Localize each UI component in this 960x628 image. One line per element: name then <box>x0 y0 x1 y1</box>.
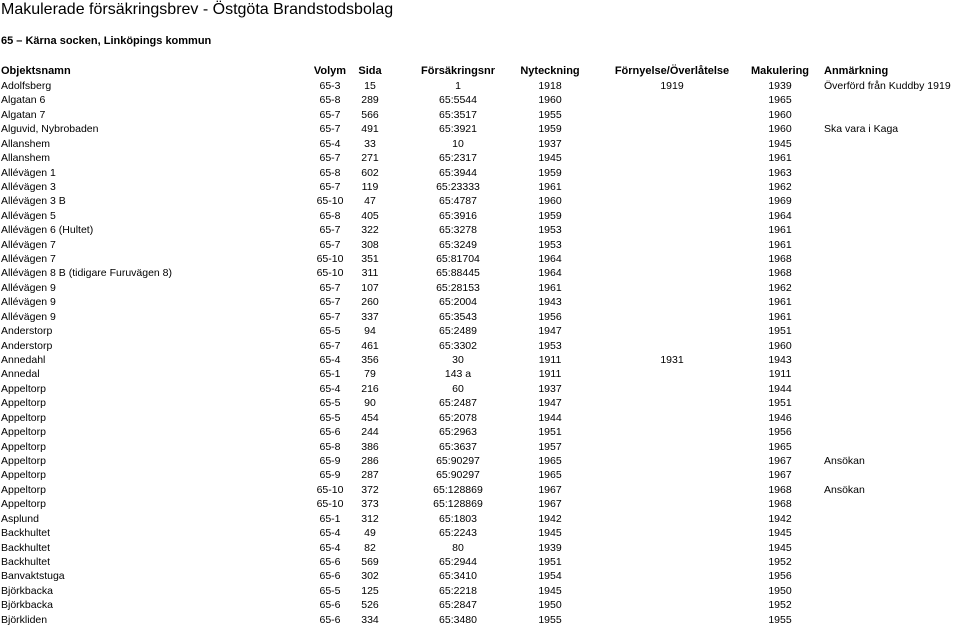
cell-objektsnamn: Appeltorp <box>1 454 46 467</box>
cell-nyteckning: 1955 <box>538 108 562 121</box>
cell-forsakringsnr: 65:23333 <box>436 180 480 193</box>
cell-volym: 65-8 <box>319 440 341 453</box>
cell-sida: 308 <box>361 238 379 251</box>
table-row <box>0 223 960 237</box>
table-row <box>0 180 960 194</box>
cell-sida: 90 <box>364 397 376 410</box>
cell-sida: 405 <box>361 209 379 222</box>
cell-forsakringsnr: 65:3543 <box>439 310 477 323</box>
cell-forsakringsnr: 65:2847 <box>439 599 477 612</box>
cell-makulering: 1961 <box>768 238 792 251</box>
cell-volym: 65-6 <box>319 570 341 583</box>
cell-makulering: 1952 <box>768 599 792 612</box>
cell-volym: 65-4 <box>319 137 341 150</box>
cell-sida: 337 <box>361 310 379 323</box>
table-row <box>0 598 960 612</box>
cell-volym: 65-7 <box>319 224 341 237</box>
cell-sida: 119 <box>361 180 379 193</box>
cell-forsakringsnr: 10 <box>452 137 464 150</box>
cell-volym: 65-7 <box>319 123 341 136</box>
cell-sida: 312 <box>361 512 379 525</box>
table-row <box>0 483 960 497</box>
cell-nyteckning: 1960 <box>538 195 562 208</box>
table-row <box>0 238 960 252</box>
cell-makulering: 1956 <box>768 570 792 583</box>
cell-makulering: 1943 <box>768 354 792 367</box>
table-row <box>0 512 960 526</box>
cell-makulering: 1968 <box>768 267 792 280</box>
cell-nyteckning: 1965 <box>538 469 562 482</box>
cell-makulering: 1963 <box>768 166 792 179</box>
table-body <box>0 79 960 627</box>
cell-fornyelse: 1931 <box>660 354 684 367</box>
cell-forsakringsnr: 65:90297 <box>436 469 480 482</box>
table-row <box>0 468 960 482</box>
cell-nyteckning: 1961 <box>538 180 562 193</box>
cell-sida: 526 <box>361 599 379 612</box>
table-row <box>0 425 960 439</box>
cell-nyteckning: 1947 <box>538 325 562 338</box>
cell-sida: 79 <box>364 368 376 381</box>
cell-objektsnamn: Algatan 6 <box>1 94 46 107</box>
table-row <box>0 497 960 511</box>
cell-volym: 65-9 <box>319 469 341 482</box>
cell-nyteckning: 1964 <box>538 253 562 266</box>
cell-volym: 65-7 <box>319 339 341 352</box>
cell-nyteckning: 1947 <box>538 397 562 410</box>
cell-makulering: 1960 <box>768 123 792 136</box>
cell-anmarkning: Ansökan <box>824 483 865 496</box>
cell-nyteckning: 1951 <box>538 555 562 568</box>
cell-sida: 47 <box>364 195 376 208</box>
cell-nyteckning: 1944 <box>538 411 562 424</box>
cell-anmarkning: Ska vara i Kaga <box>824 123 899 136</box>
cell-objektsnamn: Appeltorp <box>1 426 46 439</box>
cell-makulering: 1962 <box>768 281 792 294</box>
cell-makulering: 1964 <box>768 209 792 222</box>
cell-nyteckning: 1964 <box>538 267 562 280</box>
cell-volym: 65-4 <box>319 354 341 367</box>
cell-nyteckning: 1959 <box>538 123 562 136</box>
cell-anmarkning: Överförd från Kuddby 1919 <box>824 80 951 92</box>
cell-nyteckning: 1959 <box>538 166 562 179</box>
cell-nyteckning: 1911 <box>538 354 562 367</box>
cell-objektsnamn: Appeltorp <box>1 440 46 453</box>
cell-objektsnamn: Björkbacka <box>1 584 53 597</box>
table-row <box>0 295 960 309</box>
cell-sida: 49 <box>364 527 376 540</box>
cell-sida: 356 <box>361 354 379 367</box>
table-row <box>0 166 960 180</box>
cell-volym: 65-1 <box>319 368 341 381</box>
cell-nyteckning: 1937 <box>538 137 562 150</box>
cell-forsakringsnr: 65:3637 <box>439 440 477 453</box>
cell-volym: 65-7 <box>319 238 341 251</box>
table-row <box>0 281 960 295</box>
cell-forsakringsnr: 65:128869 <box>433 498 483 511</box>
table-row <box>0 108 960 122</box>
cell-objektsnamn: Appeltorp <box>1 498 46 511</box>
cell-volym: 65-6 <box>319 555 341 568</box>
cell-sida: 566 <box>361 108 379 121</box>
table-row <box>0 613 960 627</box>
cell-forsakringsnr: 143 a <box>444 368 472 381</box>
cell-objektsnamn: Banvaktstuga <box>1 570 65 583</box>
header-nyteckning: Nyteckning <box>520 65 580 77</box>
cell-makulering: 1962 <box>768 180 792 193</box>
cell-volym: 65-4 <box>319 527 341 540</box>
cell-forsakringsnr: 65:5544 <box>439 94 477 107</box>
cell-volym: 65-8 <box>319 209 341 222</box>
cell-nyteckning: 1951 <box>538 426 562 439</box>
table-row <box>0 555 960 569</box>
table-row <box>0 194 960 208</box>
cell-nyteckning: 1953 <box>538 238 562 251</box>
cell-volym: 65-5 <box>319 584 341 597</box>
cell-forsakringsnr: 65:3410 <box>439 570 477 583</box>
cell-nyteckning: 1967 <box>538 483 562 496</box>
cell-sida: 351 <box>361 253 379 266</box>
cell-makulering: 1961 <box>768 224 792 237</box>
cell-volym: 65-5 <box>319 411 341 424</box>
cell-sida: 602 <box>361 166 379 179</box>
cell-forsakringsnr: 65:3302 <box>439 339 477 352</box>
cell-objektsnamn: Allévägen 5 <box>1 209 56 222</box>
cell-objektsnamn: Appeltorp <box>1 469 46 482</box>
table-row <box>0 454 960 468</box>
cell-makulering: 1961 <box>768 152 792 165</box>
cell-sida: 287 <box>361 469 379 482</box>
cell-volym: 65-8 <box>319 166 341 179</box>
cell-volym: 65-7 <box>319 281 341 294</box>
cell-objektsnamn: Allévägen 1 <box>1 166 56 179</box>
cell-nyteckning: 1955 <box>538 613 562 626</box>
cell-forsakringsnr: 65:4787 <box>439 195 477 208</box>
cell-objektsnamn: Backhultet <box>1 555 51 568</box>
cell-sida: 15 <box>364 80 376 92</box>
cell-objektsnamn: Appeltorp <box>1 382 46 395</box>
cell-forsakringsnr: 65:2317 <box>439 152 477 165</box>
cell-volym: 65-6 <box>319 426 341 439</box>
cell-makulering: 1961 <box>768 310 792 323</box>
cell-sida: 289 <box>361 94 379 107</box>
header-sida: Sida <box>358 65 382 77</box>
header-fornyelse: Förnyelse/Överlåtelse <box>614 65 730 77</box>
cell-makulering: 1951 <box>768 397 792 410</box>
cell-forsakringsnr: 80 <box>452 541 464 554</box>
cell-volym: 65-10 <box>316 253 344 266</box>
cell-nyteckning: 1945 <box>538 152 562 165</box>
cell-forsakringsnr: 65:3921 <box>439 123 477 136</box>
table-row <box>0 93 960 107</box>
cell-forsakringsnr: 65:2487 <box>439 397 477 410</box>
cell-forsakringsnr: 65:3944 <box>439 166 477 179</box>
cell-volym: 65-4 <box>319 541 341 554</box>
cell-forsakringsnr: 65:88445 <box>436 267 480 280</box>
cell-makulering: 1969 <box>768 195 792 208</box>
cell-makulering: 1951 <box>768 325 792 338</box>
cell-nyteckning: 1945 <box>538 527 562 540</box>
cell-objektsnamn: Allévägen 3 B <box>1 195 66 208</box>
header-makulering: Makulering <box>750 65 810 77</box>
cell-volym: 65-7 <box>319 296 341 309</box>
cell-makulering: 1967 <box>768 469 792 482</box>
cell-objektsnamn: Allévägen 9 <box>1 281 56 294</box>
cell-sida: 311 <box>361 267 379 280</box>
cell-nyteckning: 1953 <box>538 339 562 352</box>
cell-nyteckning: 1967 <box>538 498 562 511</box>
cell-forsakringsnr: 65:2944 <box>439 555 477 568</box>
cell-sida: 33 <box>364 137 376 150</box>
cell-objektsnamn: Appeltorp <box>1 397 46 410</box>
cell-objektsnamn: Alguvid, Nybrobaden <box>1 123 99 136</box>
cell-makulering: 1945 <box>768 527 792 540</box>
cell-sida: 107 <box>361 281 379 294</box>
cell-nyteckning: 1918 <box>538 80 562 92</box>
cell-makulering: 1911 <box>768 368 792 381</box>
cell-nyteckning: 1945 <box>538 584 562 597</box>
cell-volym: 65-7 <box>319 310 341 323</box>
cell-forsakringsnr: 65:2243 <box>439 527 477 540</box>
cell-volym: 65-6 <box>319 613 341 626</box>
table-row <box>0 440 960 454</box>
cell-sida: 373 <box>361 498 379 511</box>
cell-nyteckning: 1943 <box>538 296 562 309</box>
cell-makulering: 1950 <box>768 584 792 597</box>
cell-nyteckning: 1939 <box>538 541 562 554</box>
cell-nyteckning: 1956 <box>538 310 562 323</box>
cell-sida: 302 <box>361 570 379 583</box>
cell-objektsnamn: Björkbacka <box>1 599 53 612</box>
cell-forsakringsnr: 65:2078 <box>439 411 477 424</box>
cell-sida: 322 <box>361 224 379 237</box>
cell-makulering: 1960 <box>768 108 792 121</box>
cell-forsakringsnr: 65:2489 <box>439 325 477 338</box>
table-row <box>0 382 960 396</box>
cell-makulering: 1968 <box>768 498 792 511</box>
cell-sida: 461 <box>361 339 379 352</box>
cell-makulering: 1944 <box>768 382 792 395</box>
cell-objektsnamn: Allévägen 9 <box>1 310 56 323</box>
cell-objektsnamn: Algatan 7 <box>1 108 46 121</box>
cell-volym: 65-5 <box>319 325 341 338</box>
table-row <box>0 324 960 338</box>
cell-volym: 65-9 <box>319 454 341 467</box>
cell-makulering: 1968 <box>768 253 792 266</box>
document-subtitle: 65 – Kärna socken, Linköpings kommun <box>1 35 212 47</box>
cell-objektsnamn: Allévägen 6 (Hultet) <box>1 224 94 237</box>
cell-forsakringsnr: 65:3480 <box>439 613 477 626</box>
cell-makulering: 1968 <box>768 483 792 496</box>
cell-sida: 216 <box>361 382 379 395</box>
cell-objektsnamn: Allévägen 8 B (tidigare Furuvägen 8) <box>1 267 173 280</box>
cell-nyteckning: 1954 <box>538 570 562 583</box>
cell-makulering: 1965 <box>768 94 792 107</box>
cell-fornyelse: 1919 <box>660 80 684 92</box>
cell-anmarkning: Ansökan <box>824 454 865 467</box>
cell-objektsnamn: Adolfsberg <box>1 80 52 92</box>
cell-makulering: 1967 <box>768 454 792 467</box>
table-row <box>0 411 960 425</box>
cell-objektsnamn: Allévägen 7 <box>1 238 56 251</box>
cell-sida: 372 <box>361 483 379 496</box>
cell-forsakringsnr: 65:3916 <box>439 209 477 222</box>
document-title: Makulerade försäkringsbrev - Östgöta Brandstodsbolag <box>1 1 394 18</box>
cell-makulering: 1939 <box>768 80 792 92</box>
cell-objektsnamn: Backhultet <box>1 541 51 554</box>
cell-makulering: 1956 <box>768 426 792 439</box>
table-row <box>0 137 960 151</box>
cell-forsakringsnr: 65:128869 <box>433 483 483 496</box>
cell-nyteckning: 1953 <box>538 224 562 237</box>
cell-forsakringsnr: 60 <box>452 382 464 395</box>
table-row <box>0 353 960 367</box>
cell-objektsnamn: Allanshem <box>1 152 51 165</box>
cell-makulering: 1960 <box>768 339 792 352</box>
cell-volym: 65-3 <box>319 80 341 92</box>
cell-volym: 65-4 <box>319 382 341 395</box>
cell-sida: 244 <box>361 426 379 439</box>
cell-makulering: 1945 <box>768 137 792 150</box>
cell-objektsnamn: Appeltorp <box>1 483 46 496</box>
cell-forsakringsnr: 65:1803 <box>439 512 477 525</box>
cell-makulering: 1952 <box>768 555 792 568</box>
cell-makulering: 1945 <box>768 541 792 554</box>
table-row <box>0 367 960 381</box>
table-header <box>0 64 960 78</box>
cell-forsakringsnr: 65:28153 <box>436 281 480 294</box>
cell-nyteckning: 1959 <box>538 209 562 222</box>
cell-forsakringsnr: 65:81704 <box>436 253 480 266</box>
table-row <box>0 209 960 223</box>
cell-nyteckning: 1937 <box>538 382 562 395</box>
cell-objektsnamn: Annedahl <box>1 354 46 367</box>
cell-forsakringsnr: 65:3517 <box>439 108 477 121</box>
cell-nyteckning: 1965 <box>538 454 562 467</box>
cell-makulering: 1942 <box>768 512 792 525</box>
cell-sida: 334 <box>361 613 379 626</box>
cell-sida: 260 <box>361 296 379 309</box>
cell-forsakringsnr: 1 <box>455 80 461 92</box>
table-row <box>0 310 960 324</box>
cell-makulering: 1955 <box>768 613 792 626</box>
cell-sida: 82 <box>364 541 376 554</box>
cell-volym: 65-10 <box>316 483 344 496</box>
cell-forsakringsnr: 30 <box>452 354 464 367</box>
cell-forsakringsnr: 65:3278 <box>439 224 477 237</box>
cell-volym: 65-7 <box>319 108 341 121</box>
table-row <box>0 151 960 165</box>
cell-sida: 286 <box>361 454 379 467</box>
cell-volym: 65-7 <box>319 180 341 193</box>
table-row <box>0 252 960 266</box>
cell-nyteckning: 1957 <box>538 440 562 453</box>
cell-forsakringsnr: 65:3249 <box>439 238 477 251</box>
cell-volym: 65-10 <box>316 195 344 208</box>
header-objektsnamn: Objektsnamn <box>1 65 71 77</box>
cell-sida: 386 <box>361 440 379 453</box>
table-row <box>0 584 960 598</box>
cell-volym: 65-6 <box>319 599 341 612</box>
cell-sida: 271 <box>361 152 379 165</box>
header-anmarkning: Anmärkning <box>824 65 889 77</box>
table-row <box>0 122 960 136</box>
cell-objektsnamn: Backhultet <box>1 527 51 540</box>
cell-objektsnamn: Anderstorp <box>1 325 53 338</box>
table-row <box>0 526 960 540</box>
header-volym: Volym <box>313 65 347 77</box>
cell-sida: 569 <box>361 555 379 568</box>
cell-makulering: 1965 <box>768 440 792 453</box>
cell-volym: 65-7 <box>319 152 341 165</box>
cell-forsakringsnr: 65:2963 <box>439 426 477 439</box>
cell-nyteckning: 1961 <box>538 281 562 294</box>
table-row <box>0 569 960 583</box>
cell-forsakringsnr: 65:2218 <box>439 584 477 597</box>
table-row <box>0 396 960 410</box>
cell-nyteckning: 1960 <box>538 94 562 107</box>
cell-objektsnamn: Appeltorp <box>1 411 46 424</box>
cell-forsakringsnr: 65:2004 <box>439 296 477 309</box>
cell-objektsnamn: Allévägen 3 <box>1 180 56 193</box>
cell-forsakringsnr: 65:90297 <box>436 454 480 467</box>
cell-objektsnamn: Allévägen 7 <box>1 253 56 266</box>
header-forsakringsnr: Försäkringsnr <box>421 65 495 77</box>
cell-objektsnamn: Björkliden <box>1 613 48 626</box>
cell-volym: 65-10 <box>316 498 344 511</box>
cell-objektsnamn: Allanshem <box>1 137 51 150</box>
cell-sida: 454 <box>361 411 379 424</box>
cell-sida: 125 <box>361 584 379 597</box>
cell-objektsnamn: Annedal <box>1 368 40 381</box>
table-row <box>0 79 960 93</box>
cell-sida: 491 <box>361 123 379 136</box>
cell-objektsnamn: Anderstorp <box>1 339 53 352</box>
cell-nyteckning: 1942 <box>538 512 562 525</box>
table-row <box>0 541 960 555</box>
cell-nyteckning: 1950 <box>538 599 562 612</box>
cell-nyteckning: 1911 <box>538 368 562 381</box>
cell-makulering: 1946 <box>768 411 792 424</box>
cell-volym: 65-8 <box>319 94 341 107</box>
cell-objektsnamn: Allévägen 9 <box>1 296 56 309</box>
cell-volym: 65-10 <box>316 267 344 280</box>
cell-volym: 65-1 <box>319 512 341 525</box>
table-row <box>0 266 960 280</box>
cell-sida: 94 <box>364 325 376 338</box>
cell-volym: 65-5 <box>319 397 341 410</box>
cell-makulering: 1961 <box>768 296 792 309</box>
cell-objektsnamn: Asplund <box>1 512 39 525</box>
table-row <box>0 339 960 353</box>
